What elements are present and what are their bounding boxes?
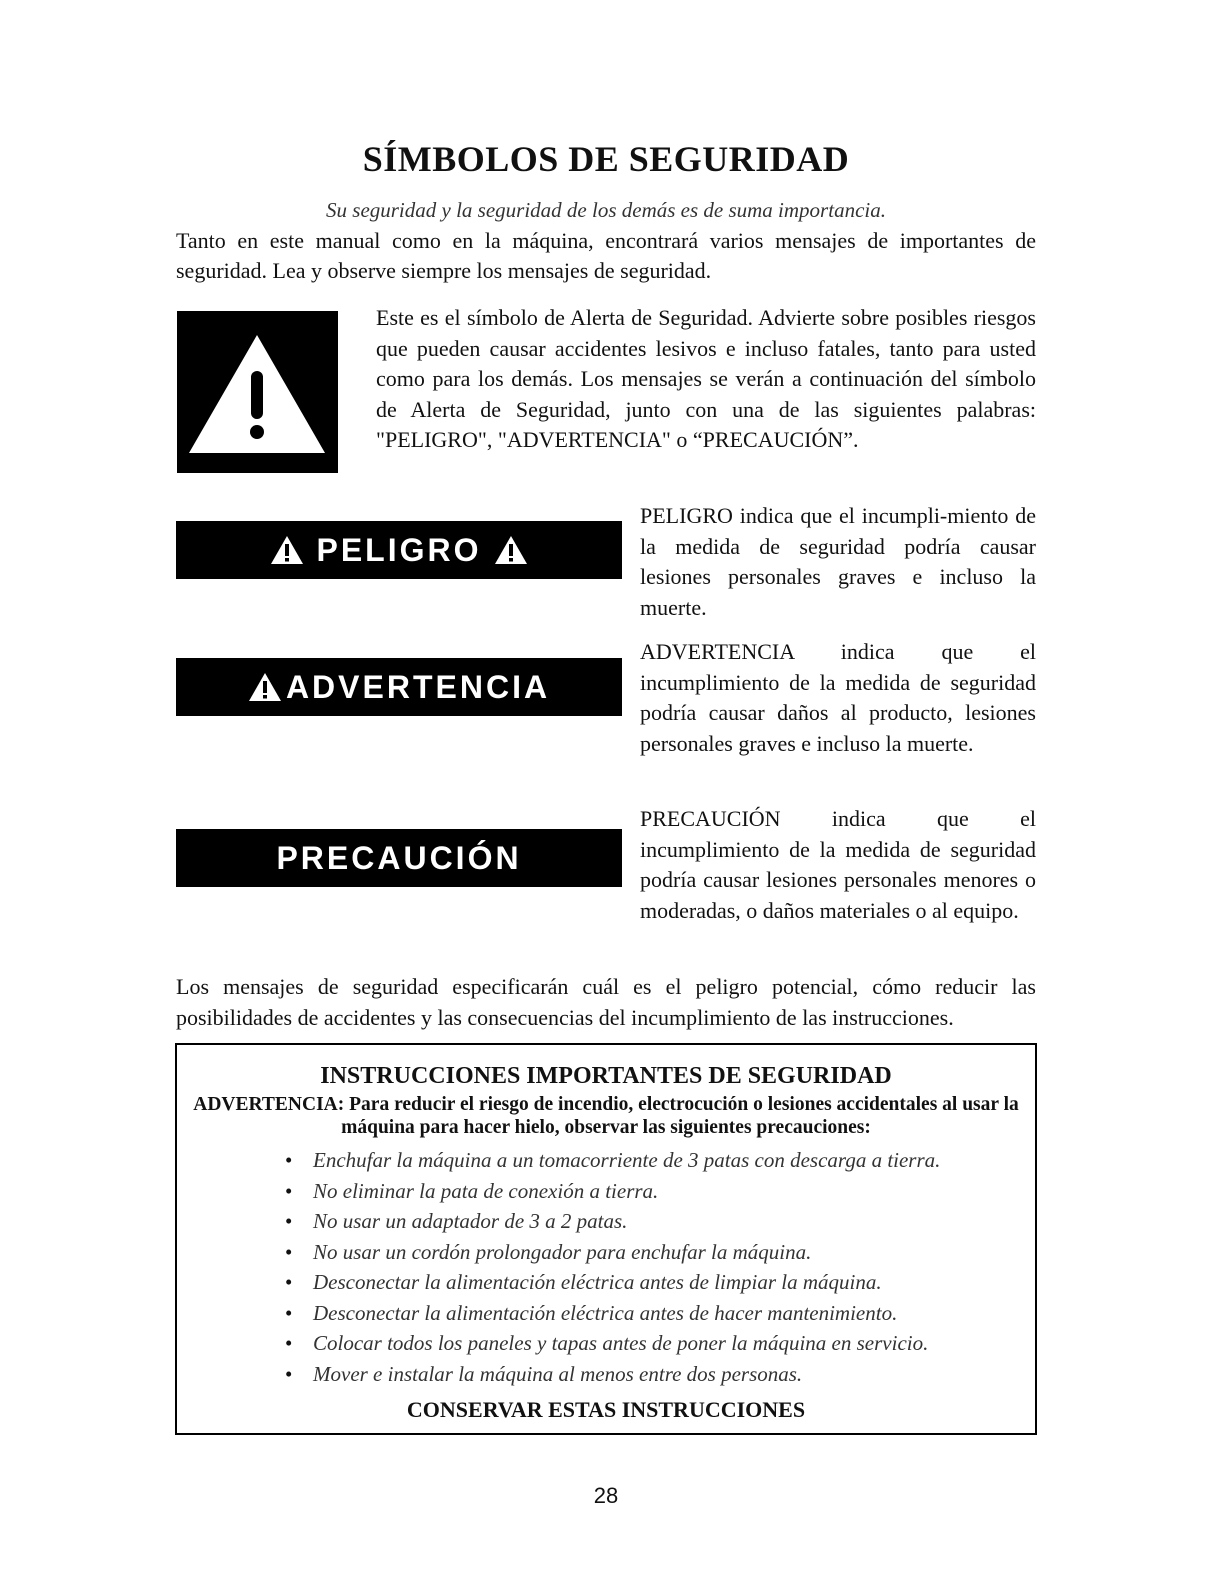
list-item: • Colocar todos los paneles y tapas antes de poner la máquina en servicio. <box>281 1328 1031 1359</box>
safety-alert-triangle-icon <box>177 311 338 473</box>
precaucion-banner <box>176 829 622 887</box>
instructions-footer: CONSERVAR ESTAS INSTRUCCIONES <box>406 1397 806 1422</box>
peligro-description: PELIGRO indica que el incumpli-miento de la medida de seguridad podría causar lesiones personales graves e incluso la muerte. <box>640 503 1036 620</box>
precautions-list <box>281 1145 1031 1389</box>
list-item: • Desconectar la alimentación eléctrica antes de limpiar la máquina. <box>281 1267 1031 1298</box>
list-item: • Desconectar la alimentación eléctrica antes de hacer mantenimiento. <box>281 1298 1031 1329</box>
peligro-label: PELIGRO <box>316 531 482 568</box>
list-item: • Enchufar la máquina a un tomacorriente de 3 patas con descarga a tierra. <box>281 1145 1031 1176</box>
warning-triangle-icon <box>270 535 304 565</box>
page-number: 28 <box>593 1483 619 1508</box>
list-item: • Mover e instalar la máquina al menos entre dos personas. <box>281 1359 1031 1390</box>
advertencia-banner <box>176 658 622 716</box>
page-title: SÍMBOLOS DE SEGURIDAD <box>362 139 850 179</box>
warning-triangle-icon <box>248 672 282 702</box>
advertencia-description: ADVERTENCIA indica que el incumplimiento de la medida de seguridad podría causar daños al producto, lesiones personales graves e incluso la muerte. <box>640 639 1036 756</box>
advertencia-label: ADVERTENCIA <box>285 668 551 705</box>
page-subtitle: Su seguridad y la seguridad de los demás es de suma importancia. <box>326 198 886 222</box>
instructions-warning: ADVERTENCIA: Para reducir el riesgo de incendio, electrocución o lesiones accidentales al usar la máquina para hacer hielo, observar las siguientes precauciones: <box>193 1094 1019 1138</box>
precaucion-label: PRECAUCIÓN <box>276 839 522 876</box>
alert-symbol-description: Este es el símbolo de Alerta de Seguridad. Advierte sobre posibles riesgos que pueden causar accidentes lesivos e incluso fatales, tanto para usted como para los demás. Los mensajes se verán a continuación del símbolo de Alerta de Seguridad, junto con una de las siguientes palabras: "PELIGRO", "ADVERTENCIA" o “PRECAUCIÓN”. <box>376 305 1036 452</box>
precaucion-description: PRECAUCIÓN indica que el incumplimiento de la medida de seguridad podría causar lesiones personales menores o moderadas, o daños materiales o al equipo. <box>640 806 1036 923</box>
peligro-banner <box>176 521 622 579</box>
closing-paragraph: Los mensajes de seguridad especificarán cuál es el peligro potencial, cómo reducir las posibilidades de accidentes y las consecuencias del incumplimiento de las instrucciones. <box>176 974 1036 1030</box>
list-item: • No eliminar la pata de conexión a tierra. <box>281 1176 1031 1207</box>
list-item: • No usar un adaptador de 3 a 2 patas. <box>281 1206 1031 1237</box>
list-item: • No usar un cordón prolongador para enchufar la máquina. <box>281 1237 1031 1268</box>
instructions-title: INSTRUCCIONES IMPORTANTES DE SEGURIDAD <box>320 1063 892 1089</box>
warning-triangle-icon <box>494 535 528 565</box>
important-safety-instructions-box <box>175 1043 1037 1435</box>
intro-paragraph: Tanto en este manual como en la máquina, encontrará varios mensajes de importantes de seguridad. Lea y observe siempre los mensajes de seguridad. <box>176 228 1036 283</box>
